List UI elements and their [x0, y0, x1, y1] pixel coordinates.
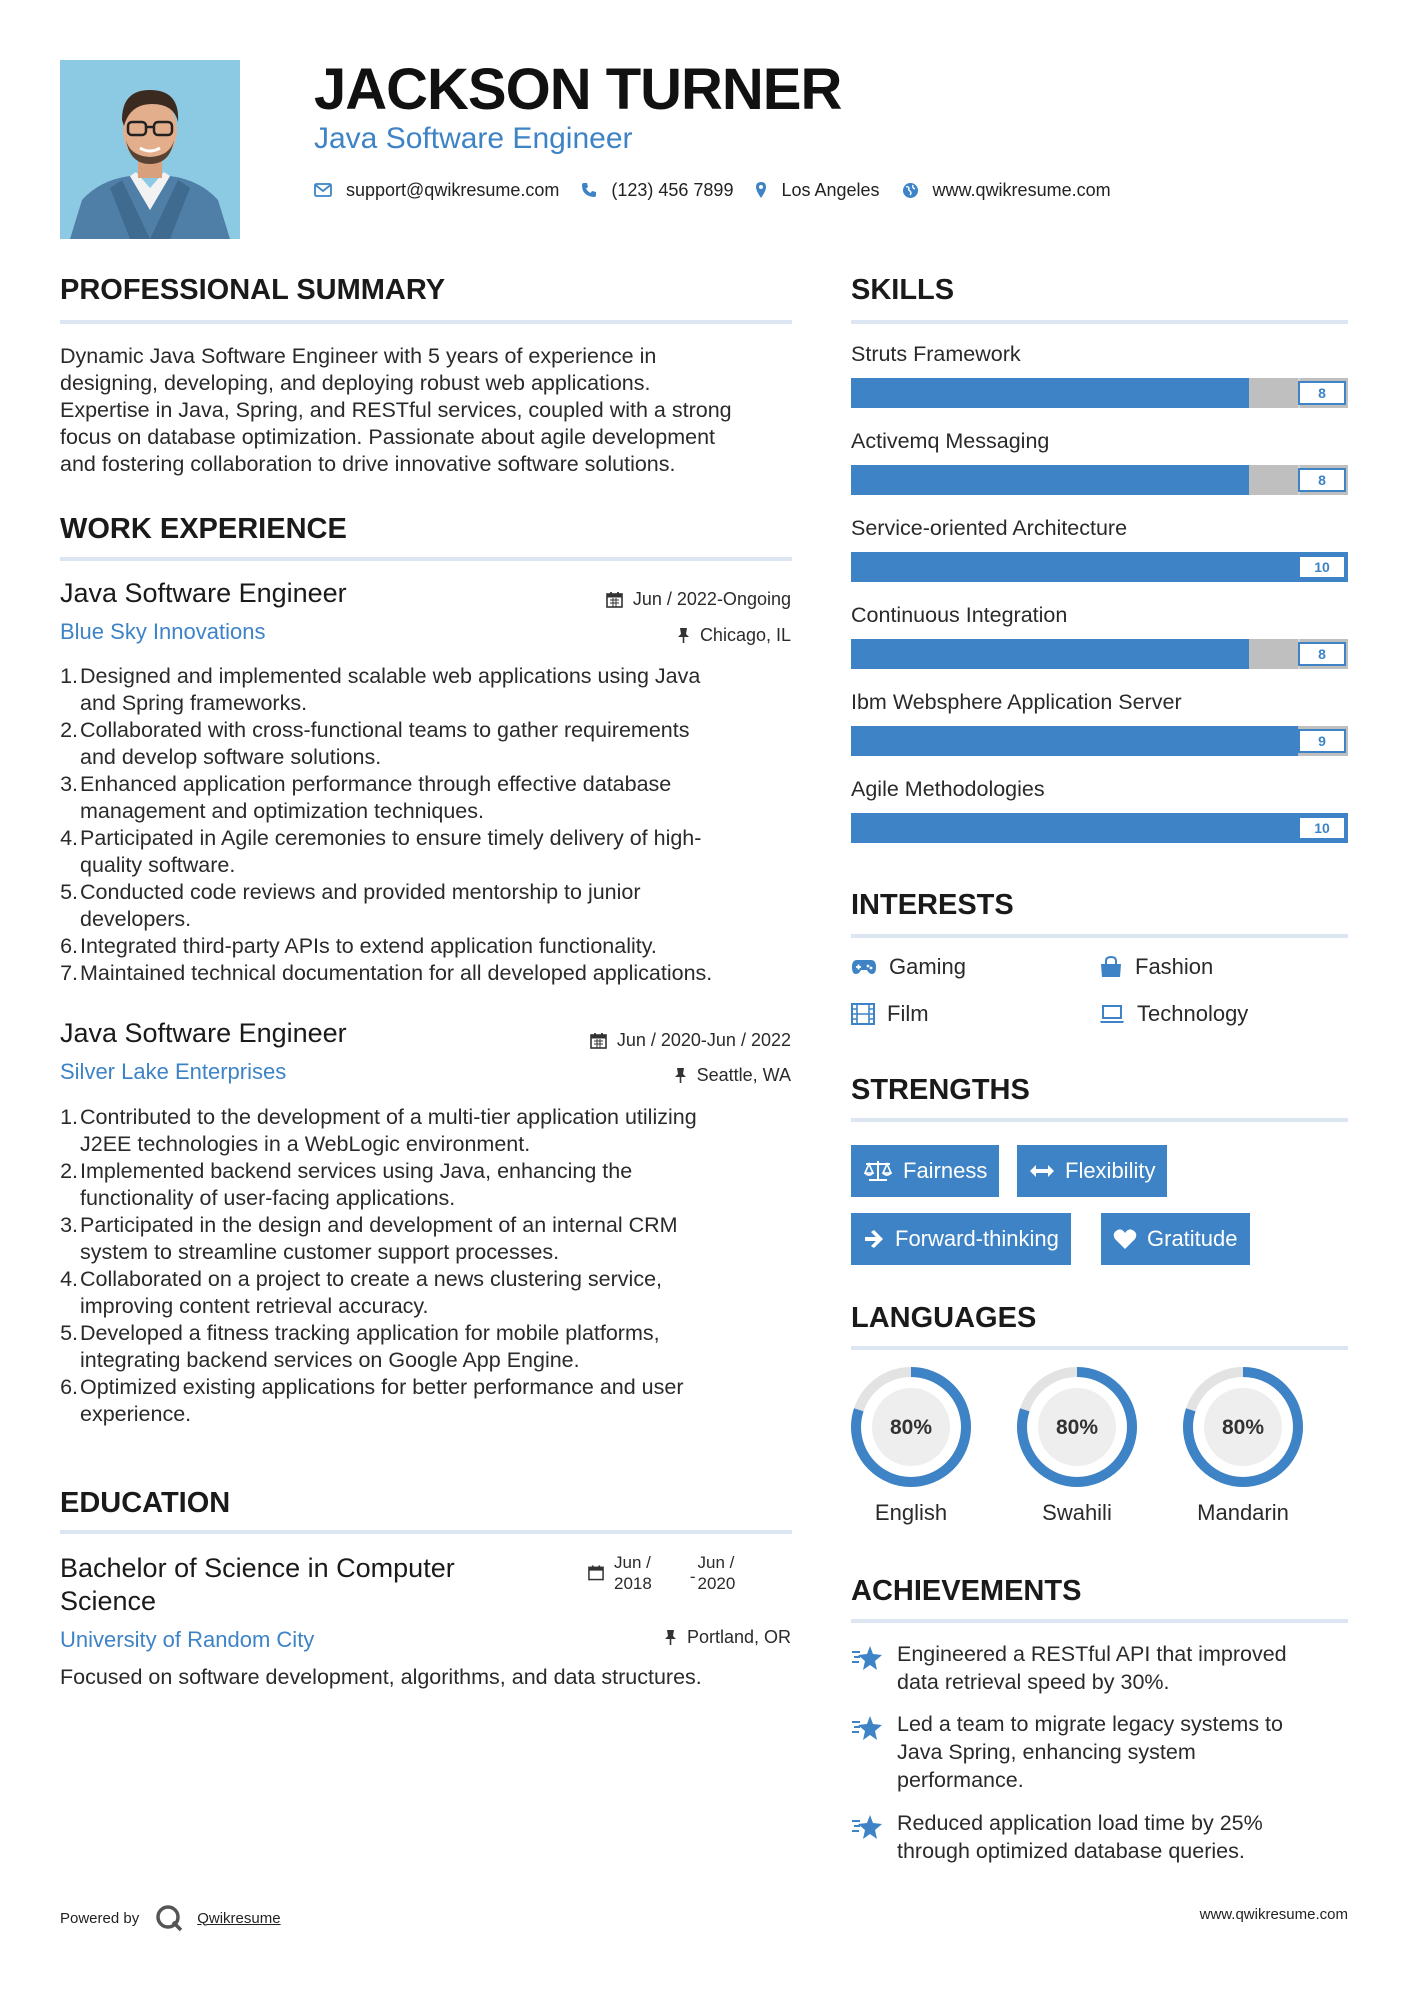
list-text: Conducted code reviews and provided mentorship to junior [80, 880, 641, 904]
job-bullets [60, 1104, 792, 1428]
summary-line: Expertise in Java, Spring, and RESTful services, coupled with a strong [60, 398, 732, 422]
skill-row [851, 429, 1348, 495]
shooting-star-icon [851, 1714, 883, 1742]
achievement-item [851, 1640, 1348, 1696]
language-percent: 80% [1221, 1416, 1265, 1439]
list-text: Participated in the design and development of an internal CRM [80, 1213, 678, 1237]
summary-rule [60, 320, 792, 324]
skill-level-badge: 9 [1298, 729, 1346, 753]
list-number: 1. [60, 664, 78, 688]
globe-icon [902, 182, 919, 199]
shooting-star-icon [851, 1813, 883, 1841]
achievement-text: through optimized database queries. [897, 1839, 1245, 1863]
pushpin-icon [674, 1067, 687, 1084]
achievement-text: performance. [897, 1768, 1024, 1792]
envelope-icon [314, 183, 332, 197]
date-part: 2018 [614, 1574, 652, 1593]
summary-line: designing, developing, and deploying robust web applications. [60, 371, 651, 395]
interest-label: Fashion [1135, 954, 1214, 979]
list-number: 6. [60, 934, 78, 958]
footer-website[interactable]: www.qwikresume.com [1199, 1906, 1348, 1923]
list-number: 2. [60, 718, 78, 742]
skill-name: Ibm Websphere Application Server [851, 690, 1182, 714]
skill-row [851, 690, 1348, 756]
achievement-text: Engineered a RESTful API that improved [897, 1642, 1287, 1666]
degree-line: Bachelor of Science in Computer [60, 1553, 455, 1583]
skill-level-badge: 8 [1298, 381, 1346, 405]
shooting-star-icon [851, 1644, 883, 1672]
list-number: 4. [60, 1267, 78, 1291]
strength-fairness [851, 1145, 999, 1197]
profile-photo [60, 60, 240, 239]
language-name: English [874, 1500, 948, 1525]
list-text: developers. [80, 907, 192, 931]
achievement-item [851, 1710, 1348, 1794]
list-number: 3. [60, 772, 78, 796]
list-item [60, 1266, 792, 1320]
map-pin-icon [755, 181, 767, 199]
education-heading: EDUCATION [60, 1487, 231, 1519]
skill-bar [851, 465, 1348, 495]
interest-fashion [1099, 954, 1213, 980]
summary-text [60, 343, 792, 478]
list-text: Enhanced application performance through effective database [80, 772, 672, 796]
list-text: integrating backend services on Google App Engine. [80, 1348, 580, 1372]
job-date-text: Jun / 2020-Jun / 2022 [616, 1030, 791, 1050]
skill-bar [851, 639, 1348, 669]
job-location [674, 1065, 791, 1086]
education-start [614, 1552, 652, 1594]
list-text: Collaborated with cross-functional teams to gather requirements [80, 718, 690, 742]
list-text: Developed a fitness tracking application for mobile platforms, [80, 1321, 660, 1345]
list-text: and develop software solutions. [80, 745, 382, 769]
balance-scale-icon [863, 1159, 893, 1183]
qwikresume-logo-icon [155, 1904, 183, 1932]
achievement-text: Led a team to migrate legacy systems to [897, 1712, 1283, 1736]
skill-level-badge: 8 [1298, 468, 1346, 492]
skill-name: Continuous Integration [851, 603, 1068, 627]
list-number: 7. [60, 961, 78, 985]
interests-rule [851, 934, 1348, 938]
list-item [60, 825, 792, 879]
skill-bar [851, 813, 1348, 843]
strength-forward-thinking [851, 1213, 1071, 1265]
list-item [60, 1104, 792, 1158]
skill-bar [851, 552, 1348, 582]
list-text: system to streamline customer support processes. [80, 1240, 560, 1264]
list-item [60, 933, 792, 960]
job-date [590, 1030, 791, 1051]
gamepad-icon [851, 959, 877, 975]
list-number: 4. [60, 826, 78, 850]
language-item [1181, 1365, 1305, 1526]
summary-line: and fostering collaboration to drive innovative software solutions. [60, 452, 676, 476]
languages-rule [851, 1346, 1348, 1350]
list-item [60, 1320, 792, 1374]
list-text: Maintained technical documentation for all developed applications. [80, 961, 713, 985]
list-text: Designed and implemented scalable web applications using Java [80, 664, 701, 688]
interests-heading: INTERESTS [851, 889, 1014, 921]
job-location-text: Chicago, IL [699, 625, 791, 645]
list-number: 3. [60, 1213, 78, 1237]
calendar-icon [588, 1564, 604, 1581]
experience-rule [60, 557, 792, 561]
interest-label: Technology [1137, 1001, 1249, 1026]
education-location-text: Portland, OR [686, 1627, 791, 1647]
education-rule [60, 1530, 792, 1534]
skill-level-badge: 10 [1298, 555, 1346, 579]
job-company: Silver Lake Enterprises [60, 1059, 287, 1084]
location-text: Los Angeles [781, 179, 880, 200]
list-number: 1. [60, 1105, 78, 1129]
job-bullets [60, 663, 792, 987]
list-text: and Spring frameworks. [80, 691, 308, 715]
language-percent: 80% [1055, 1416, 1099, 1439]
contact-email[interactable] [314, 180, 559, 201]
skill-bar [851, 378, 1348, 408]
job-company: Blue Sky Innovations [60, 619, 266, 644]
language-percent: 80% [889, 1416, 933, 1439]
list-text: Optimized existing applications for better performance and user [80, 1375, 684, 1399]
education-date [588, 1552, 735, 1594]
date-part: Jun / [697, 1553, 735, 1572]
languages-list [849, 1365, 1289, 1535]
list-item [60, 879, 792, 933]
skills-rule [851, 320, 1348, 324]
list-text: Implemented backend services using Java, enhancing the [80, 1159, 633, 1183]
list-item [60, 717, 792, 771]
list-text: experience. [80, 1402, 192, 1426]
contact-website[interactable] [902, 180, 1111, 201]
skill-level-badge: 10 [1298, 816, 1346, 840]
phone-icon [581, 182, 597, 198]
list-number: 6. [60, 1375, 78, 1399]
calendar-icon [590, 1032, 607, 1049]
degree-line: Science [60, 1586, 157, 1616]
skill-bar-fill [851, 552, 1348, 582]
strengths-rule [851, 1118, 1348, 1122]
interest-gaming [851, 954, 966, 980]
pushpin-icon [664, 1629, 677, 1646]
date-dash: - [689, 1567, 696, 1586]
languages-heading: LANGUAGES [851, 1302, 1037, 1334]
language-item [1015, 1365, 1139, 1526]
achievement-text: Reduced application load time by 25% [897, 1811, 1263, 1835]
job-title: Java Software Engineer [60, 1018, 347, 1048]
school-name: University of Random City [60, 1627, 315, 1652]
list-text: management and optimization techniques. [80, 799, 484, 823]
list-text: functionality of user-facing applications. [80, 1186, 456, 1210]
date-part: 2020 [697, 1574, 736, 1593]
interest-label: Gaming [889, 954, 967, 979]
list-text: J2EE technologies in a WebLogic environment. [80, 1132, 531, 1156]
powered-by-text: Powered by [60, 1909, 140, 1927]
job-date-text: Jun / 2022-Ongoing [632, 589, 791, 609]
candidate-role: Java Software Engineer [314, 122, 633, 155]
skill-level-badge: 8 [1298, 642, 1346, 666]
footer-powered [60, 1904, 281, 1932]
list-item [60, 663, 792, 717]
language-ring [849, 1365, 973, 1489]
list-text: Contributed to the development of a multi-tier application utilizing [80, 1105, 697, 1129]
person-illustration [60, 60, 240, 239]
skill-bar-fill [851, 378, 1249, 408]
language-name: Swahili [1042, 1500, 1112, 1525]
arrows-horizontal-icon [1029, 1164, 1055, 1178]
interest-technology [1099, 1001, 1248, 1027]
education-description: Focused on software development, algorithms, and data structures. [60, 1665, 702, 1689]
degree-title [60, 1552, 455, 1618]
list-text: improving content retrieval accuracy. [80, 1294, 429, 1318]
strength-flexibility [1017, 1145, 1167, 1197]
skill-name: Activemq Messaging [851, 429, 1050, 453]
summary-heading: PROFESSIONAL SUMMARY [60, 274, 446, 306]
list-number: 5. [60, 880, 78, 904]
skill-row [851, 516, 1348, 582]
arrow-right-icon [863, 1229, 885, 1249]
job-location-text: Seattle, WA [696, 1065, 791, 1085]
interest-label: Film [887, 1001, 929, 1026]
candidate-name: JACKSON TURNER [314, 57, 842, 122]
list-item [60, 1374, 792, 1428]
language-name: Mandarin [1197, 1500, 1289, 1525]
list-item [60, 1212, 792, 1266]
heart-icon [1113, 1228, 1137, 1250]
laptop-icon [1099, 1004, 1125, 1024]
summary-line: Dynamic Java Software Engineer with 5 years of experience in [60, 344, 657, 368]
skill-row [851, 777, 1348, 843]
shopping-bag-icon [1099, 956, 1123, 978]
job-date [606, 589, 791, 610]
list-item [60, 1158, 792, 1212]
date-part: Jun / [614, 1553, 651, 1572]
language-ring [1181, 1365, 1305, 1489]
film-icon [851, 1003, 875, 1025]
contact-phone[interactable] [581, 180, 733, 201]
skill-row [851, 342, 1348, 408]
contact-location [755, 180, 879, 201]
contact-bar [314, 178, 1133, 202]
education-end [698, 1552, 736, 1594]
list-item [60, 771, 792, 825]
list-item [60, 960, 792, 987]
website-text: www.qwikresume.com [932, 179, 1111, 200]
strength-label: Gratitude [1147, 1226, 1238, 1251]
strength-gratitude [1101, 1213, 1250, 1265]
skills-heading: SKILLS [851, 274, 955, 306]
skill-bar-fill [851, 639, 1249, 669]
achievement-text: Java Spring, enhancing system [897, 1740, 1196, 1764]
language-item [849, 1365, 973, 1526]
skill-name: Agile Methodologies [851, 777, 1045, 801]
skill-bar-fill [851, 465, 1249, 495]
strength-label: Fairness [903, 1158, 988, 1183]
strength-label: Flexibility [1065, 1158, 1156, 1183]
language-ring [1015, 1365, 1139, 1489]
achievements-heading: ACHIEVEMENTS [851, 1575, 1082, 1607]
strength-label: Forward-thinking [895, 1226, 1059, 1251]
skill-bar [851, 726, 1348, 756]
interest-film [851, 1001, 929, 1027]
qwikresume-link[interactable]: Qwikresume [197, 1909, 281, 1927]
list-text: Participated in Agile ceremonies to ensure timely delivery of high- [80, 826, 702, 850]
achievement-text: data retrieval speed by 30%. [897, 1670, 1170, 1694]
skill-name: Struts Framework [851, 342, 1021, 366]
list-text: Integrated third-party APIs to extend application functionality. [80, 934, 657, 958]
pushpin-icon [677, 627, 690, 644]
skill-bar-fill [851, 726, 1298, 756]
phone-text: (123) 456 7899 [611, 179, 734, 200]
job-location [677, 625, 791, 646]
job-title: Java Software Engineer [60, 578, 347, 608]
education-location [664, 1627, 791, 1648]
achievements-rule [851, 1619, 1348, 1623]
skill-row [851, 603, 1348, 669]
list-number: 5. [60, 1321, 78, 1345]
skill-name: Service-oriented Architecture [851, 516, 1128, 540]
calendar-icon [606, 591, 623, 608]
email-text: support@qwikresume.com [346, 179, 560, 200]
list-text: Collaborated on a project to create a news clustering service, [80, 1267, 663, 1291]
strengths-heading: STRENGTHS [851, 1074, 1030, 1106]
skill-bar-fill [851, 813, 1348, 843]
experience-heading: WORK EXPERIENCE [60, 513, 347, 545]
list-number: 2. [60, 1159, 78, 1183]
achievement-item [851, 1809, 1348, 1865]
summary-line: focus on database optimization. Passionate about agile development [60, 425, 715, 449]
list-text: quality software. [80, 853, 236, 877]
